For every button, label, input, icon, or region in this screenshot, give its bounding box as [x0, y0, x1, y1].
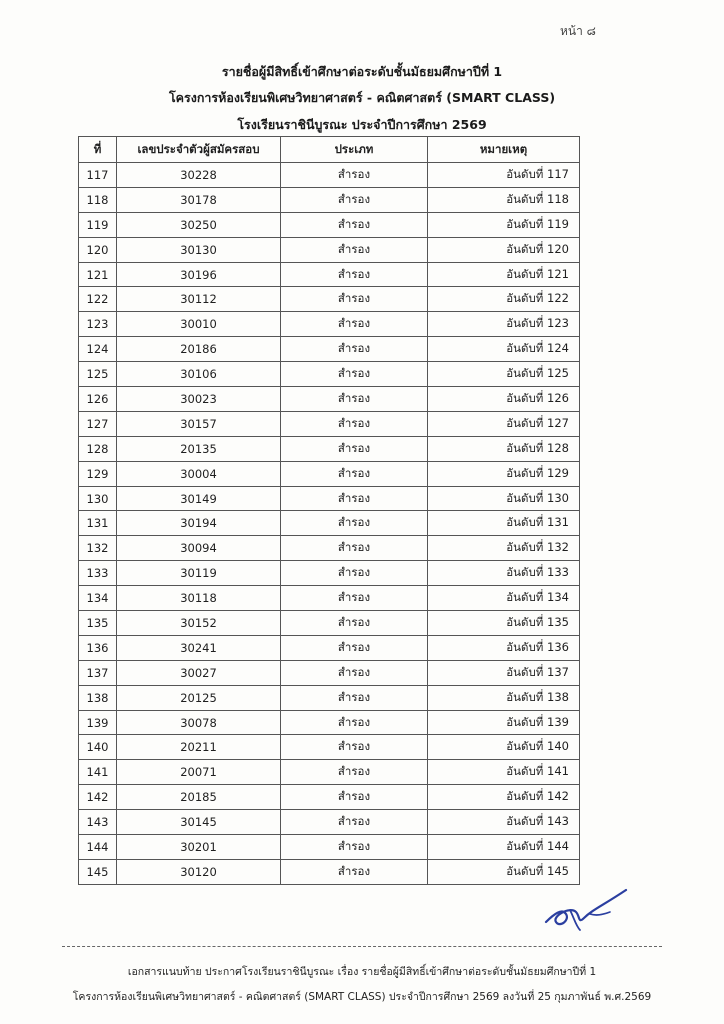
table-row — [79, 411, 580, 436]
rank-note: อันดับที่ 123 — [428, 312, 580, 337]
row-number: 133 — [79, 561, 117, 586]
rank-note: อันดับที่ 125 — [428, 362, 580, 387]
row-number: 132 — [79, 536, 117, 561]
rank-note: อันดับที่ 122 — [428, 287, 580, 312]
rank-note: อันดับที่ 124 — [428, 337, 580, 362]
applicant-id: 20125 — [117, 685, 281, 710]
table-row — [79, 436, 580, 461]
table-row — [79, 262, 580, 287]
row-number: 121 — [79, 262, 117, 287]
rank-note: อันดับที่ 134 — [428, 586, 580, 611]
row-number: 120 — [79, 237, 117, 262]
rank-note: อันดับที่ 121 — [428, 262, 580, 287]
table-row — [79, 287, 580, 312]
applicant-type: สำรอง — [281, 486, 428, 511]
applicant-id: 30078 — [117, 710, 281, 735]
table-row — [79, 163, 580, 188]
table-row — [79, 785, 580, 810]
row-number: 125 — [79, 362, 117, 387]
applicant-id: 20186 — [117, 337, 281, 362]
rank-note: อันดับที่ 141 — [428, 760, 580, 785]
applicant-type: สำรอง — [281, 312, 428, 337]
table-row — [79, 187, 580, 212]
school-year-title: โรงเรียนราชินีบูรณะ ประจำปีการศึกษา 2569 — [237, 117, 487, 132]
table-row — [79, 212, 580, 237]
row-number: 117 — [79, 163, 117, 188]
row-number: 143 — [79, 810, 117, 835]
row-number: 119 — [79, 212, 117, 237]
table-row — [79, 511, 580, 536]
row-number: 142 — [79, 785, 117, 810]
table-row — [79, 337, 580, 362]
column-header-no: ที่ — [79, 137, 117, 163]
footer-line-1: เอกสารแนบท้าย ประกาศโรงเรียนราชินีบูรณะ เรื่อง รายชื่อผู้มีสิทธิ์เข้าศึกษาต่อระดับชั้นมัธยมศึกษาปีที่ 1 — [127, 966, 597, 978]
program-title: โครงการห้องเรียนพิเศษวิทยาศาสตร์ - คณิตศาสตร์ (SMART CLASS) — [168, 90, 556, 105]
applicant-type: สำรอง — [281, 436, 428, 461]
applicant-type: สำรอง — [281, 660, 428, 685]
row-number: 126 — [79, 387, 117, 412]
table-row — [79, 536, 580, 561]
applicant-id: 30010 — [117, 312, 281, 337]
applicant-id: 30023 — [117, 387, 281, 412]
row-number: 144 — [79, 835, 117, 860]
row-number: 130 — [79, 486, 117, 511]
applicant-id: 20135 — [117, 436, 281, 461]
row-number: 139 — [79, 710, 117, 735]
table-row — [79, 760, 580, 785]
applicant-type: สำรอง — [281, 561, 428, 586]
applicant-id: 30004 — [117, 461, 281, 486]
table-row — [79, 486, 580, 511]
applicant-type: สำรอง — [281, 586, 428, 611]
rank-note: อันดับที่ 128 — [428, 436, 580, 461]
rank-note: อันดับที่ 126 — [428, 387, 580, 412]
applicant-type: สำรอง — [281, 362, 428, 387]
table-row — [79, 362, 580, 387]
table-row — [79, 835, 580, 860]
row-number: 129 — [79, 461, 117, 486]
applicant-id: 30149 — [117, 486, 281, 511]
column-header-type: ประเภท — [281, 137, 428, 163]
applicant-type: สำรอง — [281, 163, 428, 188]
table-row — [79, 237, 580, 262]
column-header-note: หมายเหตุ — [428, 137, 580, 163]
rank-note: อันดับที่ 131 — [428, 511, 580, 536]
footer-line-2: โครงการห้องเรียนพิเศษวิทยาศาสตร์ - คณิตศาสตร์ (SMART CLASS) ประจำปีการศึกษา 2569 ลงวันที่ 25 กุมภาพันธ์ พ.ศ.2569 — [72, 991, 652, 1003]
page-number: หน้า ๘ — [560, 24, 596, 38]
rank-note: อันดับที่ 138 — [428, 685, 580, 710]
applicant-type: สำรอง — [281, 187, 428, 212]
table-row — [79, 312, 580, 337]
row-number: 131 — [79, 511, 117, 536]
rank-note: อันดับที่ 135 — [428, 611, 580, 636]
rank-note: อันดับที่ 130 — [428, 486, 580, 511]
applicant-type: สำรอง — [281, 337, 428, 362]
table-header-row — [79, 137, 580, 163]
row-number: 145 — [79, 859, 117, 884]
row-number: 134 — [79, 586, 117, 611]
applicant-id: 20071 — [117, 760, 281, 785]
table-body — [79, 163, 580, 885]
footer-divider — [62, 946, 662, 947]
table-row — [79, 859, 580, 884]
row-number: 137 — [79, 660, 117, 685]
applicant-id: 30228 — [117, 163, 281, 188]
applicant-id: 30118 — [117, 586, 281, 611]
applicant-type: สำรอง — [281, 511, 428, 536]
applicant-id: 30119 — [117, 561, 281, 586]
applicant-id: 30178 — [117, 187, 281, 212]
rank-note: อันดับที่ 139 — [428, 710, 580, 735]
row-number: 135 — [79, 611, 117, 636]
candidate-table — [78, 136, 580, 885]
row-number: 122 — [79, 287, 117, 312]
table-row — [79, 461, 580, 486]
applicant-id: 20211 — [117, 735, 281, 760]
row-number: 124 — [79, 337, 117, 362]
table-row — [79, 586, 580, 611]
applicant-type: สำรอง — [281, 710, 428, 735]
signature-icon — [540, 884, 630, 934]
table-row — [79, 387, 580, 412]
applicant-id: 30112 — [117, 287, 281, 312]
applicant-type: สำรอง — [281, 735, 428, 760]
applicant-type: สำรอง — [281, 212, 428, 237]
applicant-id: 30152 — [117, 611, 281, 636]
applicant-id: 20185 — [117, 785, 281, 810]
rank-note: อันดับที่ 143 — [428, 810, 580, 835]
rank-note: อันดับที่ 144 — [428, 835, 580, 860]
applicant-type: สำรอง — [281, 237, 428, 262]
rank-note: อันดับที่ 140 — [428, 735, 580, 760]
row-number: 118 — [79, 187, 117, 212]
rank-note: อันดับที่ 117 — [428, 163, 580, 188]
table-row — [79, 710, 580, 735]
applicant-id: 30094 — [117, 536, 281, 561]
applicant-type: สำรอง — [281, 387, 428, 412]
applicant-id: 30027 — [117, 660, 281, 685]
row-number: 138 — [79, 685, 117, 710]
rank-note: อันดับที่ 118 — [428, 187, 580, 212]
rank-note: อันดับที่ 127 — [428, 411, 580, 436]
table-row — [79, 611, 580, 636]
row-number: 127 — [79, 411, 117, 436]
table-row — [79, 561, 580, 586]
rank-note: อันดับที่ 119 — [428, 212, 580, 237]
applicant-id: 30145 — [117, 810, 281, 835]
applicant-type: สำรอง — [281, 835, 428, 860]
table-row — [79, 660, 580, 685]
applicant-type: สำรอง — [281, 785, 428, 810]
document-title: รายชื่อผู้มีสิทธิ์เข้าศึกษาต่อระดับชั้นมัธยมศึกษาปีที่ 1 — [221, 64, 503, 79]
applicant-type: สำรอง — [281, 461, 428, 486]
column-header-id: เลขประจำตัวผู้สมัครสอบ — [117, 137, 281, 163]
applicant-type: สำรอง — [281, 262, 428, 287]
applicant-id: 30201 — [117, 835, 281, 860]
applicant-id: 30157 — [117, 411, 281, 436]
applicant-id: 30241 — [117, 635, 281, 660]
table-row — [79, 685, 580, 710]
table-row — [79, 735, 580, 760]
rank-note: อันดับที่ 132 — [428, 536, 580, 561]
applicant-type: สำรอง — [281, 810, 428, 835]
applicant-type: สำรอง — [281, 685, 428, 710]
applicant-type: สำรอง — [281, 536, 428, 561]
applicant-type: สำรอง — [281, 859, 428, 884]
rank-note: อันดับที่ 145 — [428, 859, 580, 884]
applicant-type: สำรอง — [281, 411, 428, 436]
rank-note: อันดับที่ 120 — [428, 237, 580, 262]
table-row — [79, 810, 580, 835]
applicant-id: 30194 — [117, 511, 281, 536]
applicant-id: 30250 — [117, 212, 281, 237]
applicant-id: 30106 — [117, 362, 281, 387]
applicant-type: สำรอง — [281, 635, 428, 660]
row-number: 136 — [79, 635, 117, 660]
rank-note: อันดับที่ 142 — [428, 785, 580, 810]
row-number: 128 — [79, 436, 117, 461]
applicant-id: 30120 — [117, 859, 281, 884]
applicant-type: สำรอง — [281, 287, 428, 312]
applicant-id: 30130 — [117, 237, 281, 262]
applicant-type: สำรอง — [281, 760, 428, 785]
row-number: 123 — [79, 312, 117, 337]
rank-note: อันดับที่ 129 — [428, 461, 580, 486]
applicant-id: 30196 — [117, 262, 281, 287]
row-number: 141 — [79, 760, 117, 785]
table-row — [79, 635, 580, 660]
rank-note: อันดับที่ 133 — [428, 561, 580, 586]
applicant-type: สำรอง — [281, 611, 428, 636]
rank-note: อันดับที่ 137 — [428, 660, 580, 685]
row-number: 140 — [79, 735, 117, 760]
rank-note: อันดับที่ 136 — [428, 635, 580, 660]
